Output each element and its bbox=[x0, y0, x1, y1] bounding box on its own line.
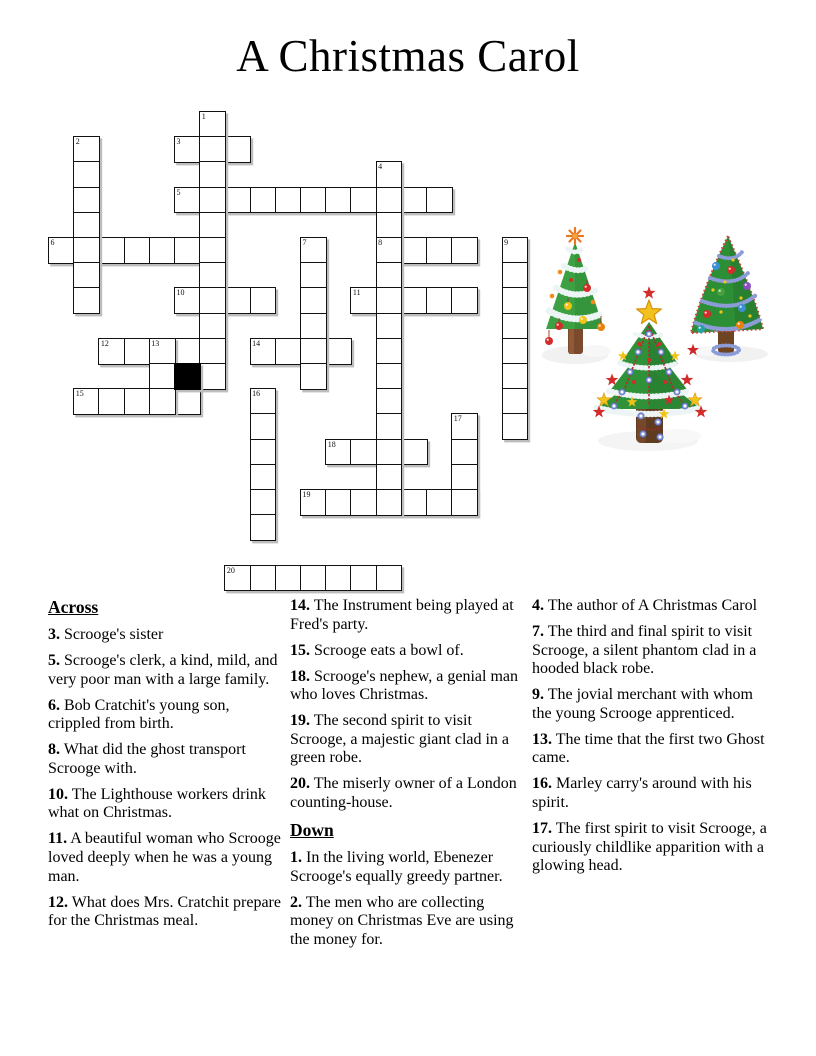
grid-number-15: 15 bbox=[75, 389, 84, 399]
cell-r1-c7[interactable] bbox=[224, 136, 251, 163]
cell-r13-c14[interactable] bbox=[401, 439, 428, 466]
cell-r10-c18[interactable] bbox=[502, 363, 529, 390]
cell-r5-c2[interactable] bbox=[98, 237, 125, 264]
cell-r5-c3[interactable] bbox=[124, 237, 151, 264]
cell-r5-c5[interactable] bbox=[174, 237, 201, 264]
cell-r9-c18[interactable] bbox=[502, 338, 529, 365]
word-16-down bbox=[250, 388, 277, 541]
cell-r18-c12[interactable] bbox=[350, 565, 377, 592]
clue-down-7: 7. The third and final spirit to visit Scrooge, a silent phantom clad in a hooded black robe. bbox=[532, 623, 757, 678]
grid-number-16: 16 bbox=[252, 389, 261, 399]
cell-r8-c18[interactable] bbox=[502, 313, 529, 340]
clue-across-20: 20. The miserly owner of a London counting-house. bbox=[290, 775, 517, 811]
grid-number-8: 8 bbox=[378, 238, 383, 247]
cell-r6-c13[interactable] bbox=[376, 262, 403, 289]
word-20-across bbox=[224, 565, 402, 592]
cell-r4-c1[interactable] bbox=[73, 212, 100, 239]
clue-down-13: 13. The time that the first two Ghost came. bbox=[532, 730, 765, 767]
cell-r11-c2[interactable] bbox=[98, 388, 125, 415]
cell-r15-c15[interactable] bbox=[426, 489, 453, 516]
cell-r7-c7[interactable] bbox=[224, 287, 251, 314]
cell-r15-c14[interactable] bbox=[401, 489, 428, 516]
cell-r3-c11[interactable] bbox=[325, 187, 352, 214]
cell-r12-c18[interactable] bbox=[502, 413, 529, 440]
clues-column-left bbox=[48, 597, 282, 938]
word-9-down bbox=[502, 237, 529, 440]
cell-r3-c9[interactable] bbox=[275, 187, 302, 214]
cell-r14-c8[interactable] bbox=[250, 464, 277, 491]
cell-r9-c10[interactable] bbox=[300, 338, 327, 365]
cell-r5-c16[interactable] bbox=[451, 237, 478, 264]
clue-down-1: 1. In the living world, Ebenezer Scrooge's equally greedy partner. bbox=[290, 848, 503, 885]
cell-r3-c13[interactable] bbox=[376, 187, 403, 214]
across-heading: Across bbox=[48, 597, 99, 617]
cell-r11-c13[interactable] bbox=[376, 388, 403, 415]
cell-r3-c1[interactable] bbox=[73, 187, 100, 214]
black-cell bbox=[174, 363, 201, 390]
grid-number-7: 7 bbox=[302, 238, 307, 247]
cell-r5-c15[interactable] bbox=[426, 237, 453, 264]
word-1-down bbox=[199, 111, 226, 390]
cell-r18-c11[interactable] bbox=[325, 565, 352, 592]
grid-number-12: 12 bbox=[100, 338, 109, 348]
cell-r6-c18[interactable] bbox=[502, 262, 529, 289]
clue-across-19: 19. The second spirit to visit Scrooge, a majestic giant clad in a green robe. bbox=[290, 712, 510, 767]
cell-r10-c4[interactable] bbox=[149, 363, 176, 390]
cell-r5-c4[interactable] bbox=[149, 237, 176, 264]
grid-number-1: 1 bbox=[201, 112, 206, 121]
cell-r5-c6[interactable] bbox=[199, 237, 226, 264]
cell-r16-c8[interactable] bbox=[250, 514, 277, 541]
cell-r7-c8[interactable] bbox=[250, 287, 277, 314]
cell-r3-c12[interactable] bbox=[350, 187, 377, 214]
word-17-down bbox=[451, 413, 478, 515]
cell-r12-c8[interactable] bbox=[250, 413, 277, 440]
cell-r14-c16[interactable] bbox=[451, 464, 478, 491]
cell-r3-c7[interactable] bbox=[224, 187, 251, 214]
clue-across-11: 11. A beautiful woman who Scrooge loved deeply when he was a young man. bbox=[48, 830, 281, 885]
clue-across-6: 6. Bob Cratchit's young son, crippled from birth. bbox=[48, 696, 230, 733]
word-13-down bbox=[149, 338, 176, 415]
grid-number-18: 18 bbox=[327, 439, 336, 449]
cell-r2-c6[interactable] bbox=[199, 161, 226, 188]
word-2-down bbox=[73, 136, 100, 314]
right-tree bbox=[687, 236, 768, 362]
grid-number-19: 19 bbox=[302, 490, 311, 499]
clue-across-10: 10. The Lighthouse workers drink what on Christmas. bbox=[48, 785, 266, 822]
grid-number-6: 6 bbox=[50, 238, 55, 247]
cell-r3-c8[interactable] bbox=[250, 187, 277, 214]
cell-r8-c13[interactable] bbox=[376, 313, 403, 340]
clue-down-16: 16. Marley carry's around with his spirit. bbox=[532, 775, 752, 811]
grid-number-10: 10 bbox=[176, 288, 185, 298]
cell-r8-c10[interactable] bbox=[300, 313, 327, 340]
cell-r18-c10[interactable] bbox=[300, 565, 327, 592]
cell-r10-c13[interactable] bbox=[376, 363, 403, 390]
grid-number-9: 9 bbox=[504, 238, 509, 247]
clues-column-right bbox=[532, 597, 772, 883]
cell-r11-c18[interactable] bbox=[502, 388, 529, 415]
clue-across-5: 5. Scrooge's clerk, a kind, mild, and very poor man with a large family. bbox=[48, 652, 278, 688]
cell-r9-c3[interactable] bbox=[124, 338, 151, 365]
cell-r3-c15[interactable] bbox=[426, 187, 453, 214]
cell-r7-c13[interactable] bbox=[376, 287, 403, 314]
cell-r7-c16[interactable] bbox=[451, 287, 478, 314]
cell-r13-c13[interactable] bbox=[376, 439, 403, 466]
grid-number-5: 5 bbox=[176, 187, 181, 197]
grid-number-17: 17 bbox=[453, 414, 462, 424]
cell-r3-c10[interactable] bbox=[300, 187, 327, 214]
cell-r7-c14[interactable] bbox=[401, 287, 428, 314]
clue-down-17: 17. The first spirit to visit Scrooge, a curiously childlike apparition with a glowing head. bbox=[532, 819, 767, 875]
cell-r5-c14[interactable] bbox=[401, 237, 428, 264]
cell-r11-c3[interactable] bbox=[124, 388, 151, 415]
clue-across-3: 3. Scrooge's sister bbox=[48, 626, 164, 643]
cell-r9-c6[interactable] bbox=[199, 338, 226, 365]
cell-r2-c1[interactable] bbox=[73, 161, 100, 188]
clue-across-8: 8. What did the ghost transport Scrooge with. bbox=[48, 741, 246, 777]
clue-across-18: 18. Scrooge's nephew, a genial man who loves Christmas. bbox=[290, 667, 518, 704]
cell-r15-c16[interactable] bbox=[451, 489, 478, 516]
clue-across-14: 14. The Instrument being played at Fred's party. bbox=[290, 597, 514, 633]
cell-r10-c10[interactable] bbox=[300, 363, 327, 390]
cell-r11-c4[interactable] bbox=[149, 388, 176, 415]
cell-r8-c6[interactable] bbox=[199, 313, 226, 340]
cell-r6-c1[interactable] bbox=[73, 262, 100, 289]
christmas-trees-illustration bbox=[535, 222, 775, 462]
grid-number-11: 11 bbox=[352, 288, 361, 298]
cell-r15-c13[interactable] bbox=[376, 489, 403, 516]
cell-r7-c10[interactable] bbox=[300, 287, 327, 314]
cell-r13-c8[interactable] bbox=[250, 439, 277, 466]
page-title: A Christmas Carol bbox=[236, 31, 580, 81]
cell-r9-c9[interactable] bbox=[275, 338, 302, 365]
cell-r7-c6[interactable] bbox=[199, 287, 226, 314]
cell-r6-c6[interactable] bbox=[199, 262, 226, 289]
cell-r7-c15[interactable] bbox=[426, 287, 453, 314]
grid-number-14: 14 bbox=[252, 338, 261, 348]
cell-r6-c10[interactable] bbox=[300, 262, 327, 289]
cell-r18-c8[interactable] bbox=[250, 565, 277, 592]
cell-r15-c12[interactable] bbox=[350, 489, 377, 516]
left-tree bbox=[542, 228, 611, 364]
cell-r13-c16[interactable] bbox=[451, 439, 478, 466]
cell-r7-c1[interactable] bbox=[73, 287, 100, 314]
cell-r9-c5[interactable] bbox=[174, 338, 201, 365]
grid-number-2: 2 bbox=[75, 137, 80, 147]
grid-number-3: 3 bbox=[176, 137, 181, 147]
cell-r11-c5[interactable] bbox=[174, 388, 201, 415]
clue-down-4: 4. The author of A Christmas Carol bbox=[532, 597, 758, 614]
middle-tree bbox=[593, 286, 708, 451]
cell-r4-c6[interactable] bbox=[199, 212, 226, 239]
cell-r15-c11[interactable] bbox=[325, 489, 352, 516]
word-15-across bbox=[73, 388, 201, 415]
down-heading: Down bbox=[290, 819, 334, 840]
cell-r14-c13[interactable] bbox=[376, 464, 403, 491]
cell-r4-c13[interactable] bbox=[376, 212, 403, 239]
clue-across-15: 15. Scrooge eats a bowl of. bbox=[290, 641, 464, 659]
grid-number-4: 4 bbox=[378, 162, 383, 172]
cell-r3-c14[interactable] bbox=[401, 187, 428, 214]
cell-r9-c13[interactable] bbox=[376, 338, 403, 365]
cell-r18-c9[interactable] bbox=[275, 565, 302, 592]
clue-down-9: 9. The jovial merchant with whom the young Scrooge apprenticed. bbox=[532, 686, 753, 722]
cell-r10-c6[interactable] bbox=[199, 363, 226, 390]
cell-r9-c11[interactable] bbox=[325, 338, 352, 365]
cell-r3-c6[interactable] bbox=[199, 187, 226, 214]
cell-r13-c12[interactable] bbox=[350, 439, 377, 466]
grid-number-13: 13 bbox=[151, 338, 160, 348]
word-7-down bbox=[300, 237, 327, 390]
cell-r18-c13[interactable] bbox=[376, 565, 403, 592]
grid-number-20: 20 bbox=[226, 565, 235, 575]
clue-down-2: 2. The men who are collecting money on Christmas Eve are using the money for. bbox=[290, 893, 514, 948]
word-4-down bbox=[376, 161, 403, 515]
clues-column-middle bbox=[290, 597, 524, 957]
cell-r15-c8[interactable] bbox=[250, 489, 277, 516]
cell-r5-c1[interactable] bbox=[73, 237, 100, 264]
word-11-across bbox=[350, 287, 478, 314]
clue-across-12: 12. What does Mrs. Cratchit prepare for the Christmas meal. bbox=[48, 893, 281, 930]
cell-r12-c13[interactable] bbox=[376, 413, 403, 440]
cell-r1-c6[interactable] bbox=[199, 136, 226, 163]
cell-r7-c18[interactable] bbox=[502, 287, 529, 314]
